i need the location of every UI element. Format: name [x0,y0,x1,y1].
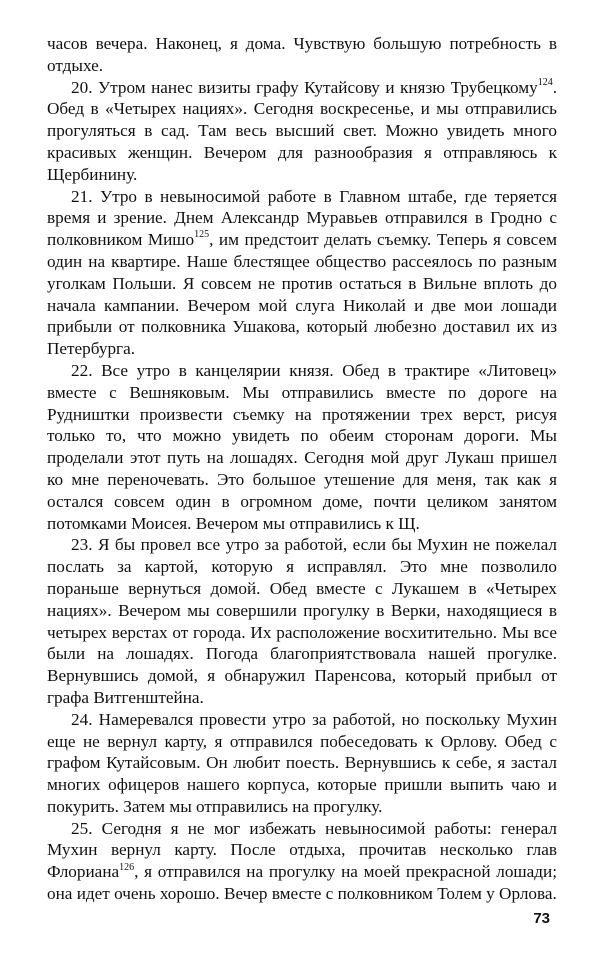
paragraph-text: 24. Намеревался провести утро за работой, но поскольку Мухин еще не вернул карту, я отправился побеседовать к Орлову. Обед с графом Кутайсовым. Он любит поесть. Вернувшись к себе, я застал многих офицеров нашего корпуса, которые пришли выпить чаю и покурить. Затем мы отправились на прогулку. [47,709,557,816]
paragraph-entry-22 [47,360,557,534]
paragraph-entry-25 [47,818,557,905]
paragraph-entry-24 [47,709,557,818]
page-number: 73 [533,910,550,927]
paragraph-text: часов вечера. Наконец, я дома. Чувствую большую потребность в отдыхе. [47,34,557,75]
paragraph-text: 23. Я бы провел все утро за работой, если бы Мухин не пожелал послать за картой, которую я исправлял. Это мне позволило пораньше вернуться домой. Обед вместе с Лукашем в «Четырех нациях». Вечером мы совершили прогулку в Верки, находящиеся в четырех верстах от города. Их расположение восхитительно. Мы все были на лошадях. Погода благоприятствовала нашей прогулке. Вернувшись домой, я обнаружил Паренсова, который прибыл от графа Витгенштейна. [47,535,557,707]
paragraph-text: , я отправился на прогулку на моей прекрасной лошади; она идет очень хорошо. Вечер вместе с полковником Толем у Орлова. [47,862,557,904]
paragraph-text: 20. Утром нанес визиты графу Кутайсову и князю Трубецкому [71,77,538,97]
paragraph-entry-20 [47,77,557,186]
paragraph-entry-23 [47,534,557,708]
paragraph-continued [47,33,557,77]
paragraph-entry-21 [47,186,557,360]
footnote-ref-125: 125 [194,229,210,241]
paragraph-text: . Обед в «Четырех нациях». Сегодня воскресенье, и мы отправились прогуляться в сад. Там весь высший свет. Можно увидеть много красивых женщин. Вечером для разнообразия я отправляюсь к Щербинину. [47,77,557,184]
page-text [47,33,557,905]
paragraph-text: 25. Сегодня я не мог избежать невыносимой работы: генерал Мухин вернул карту. После отдыха, прочитав несколько глав Флориана [47,818,557,882]
footnote-ref-124: 124 [537,76,553,88]
footnote-ref-126: 126 [119,861,135,873]
paragraph-text: 22. Все утро в канцелярии князя. Обед в трактире «Литовец» вместе с Вешняковым. Мы отправились вместе по дороге на Рудништки произвести съемку на протяжении трех верст, рисуя только то, что можно увидеть по обеим сторонам дороги. Мы проделали этот путь на лошадях. Сегодня мой друг Лукаш пришел ко мне переночевать. Это большое утешение для меня, так как я остался совсем один в огромном доме, почти целиком занятом потомками Моисея. Вечером мы отправились к Щ. [47,360,557,533]
paragraph-text: 21. Утро в невыносимой работе в Главном штабе, где теряется время и зрение. Днем Александр Муравьев отправился в Гродно с полковником Мишо [47,186,557,250]
paragraph-text: , им предстоит делать съемку. Теперь я совсем один на квартире. Наше блестящее общество рассеялось по разным уголкам Польши. Я совсем не против остаться в Вильне вплоть до начала кампании. Вечером мой слуга Николай и две мои лошади прибыли от полковника Ушакова, который любезно доставил их из Петербурга. [47,230,558,359]
